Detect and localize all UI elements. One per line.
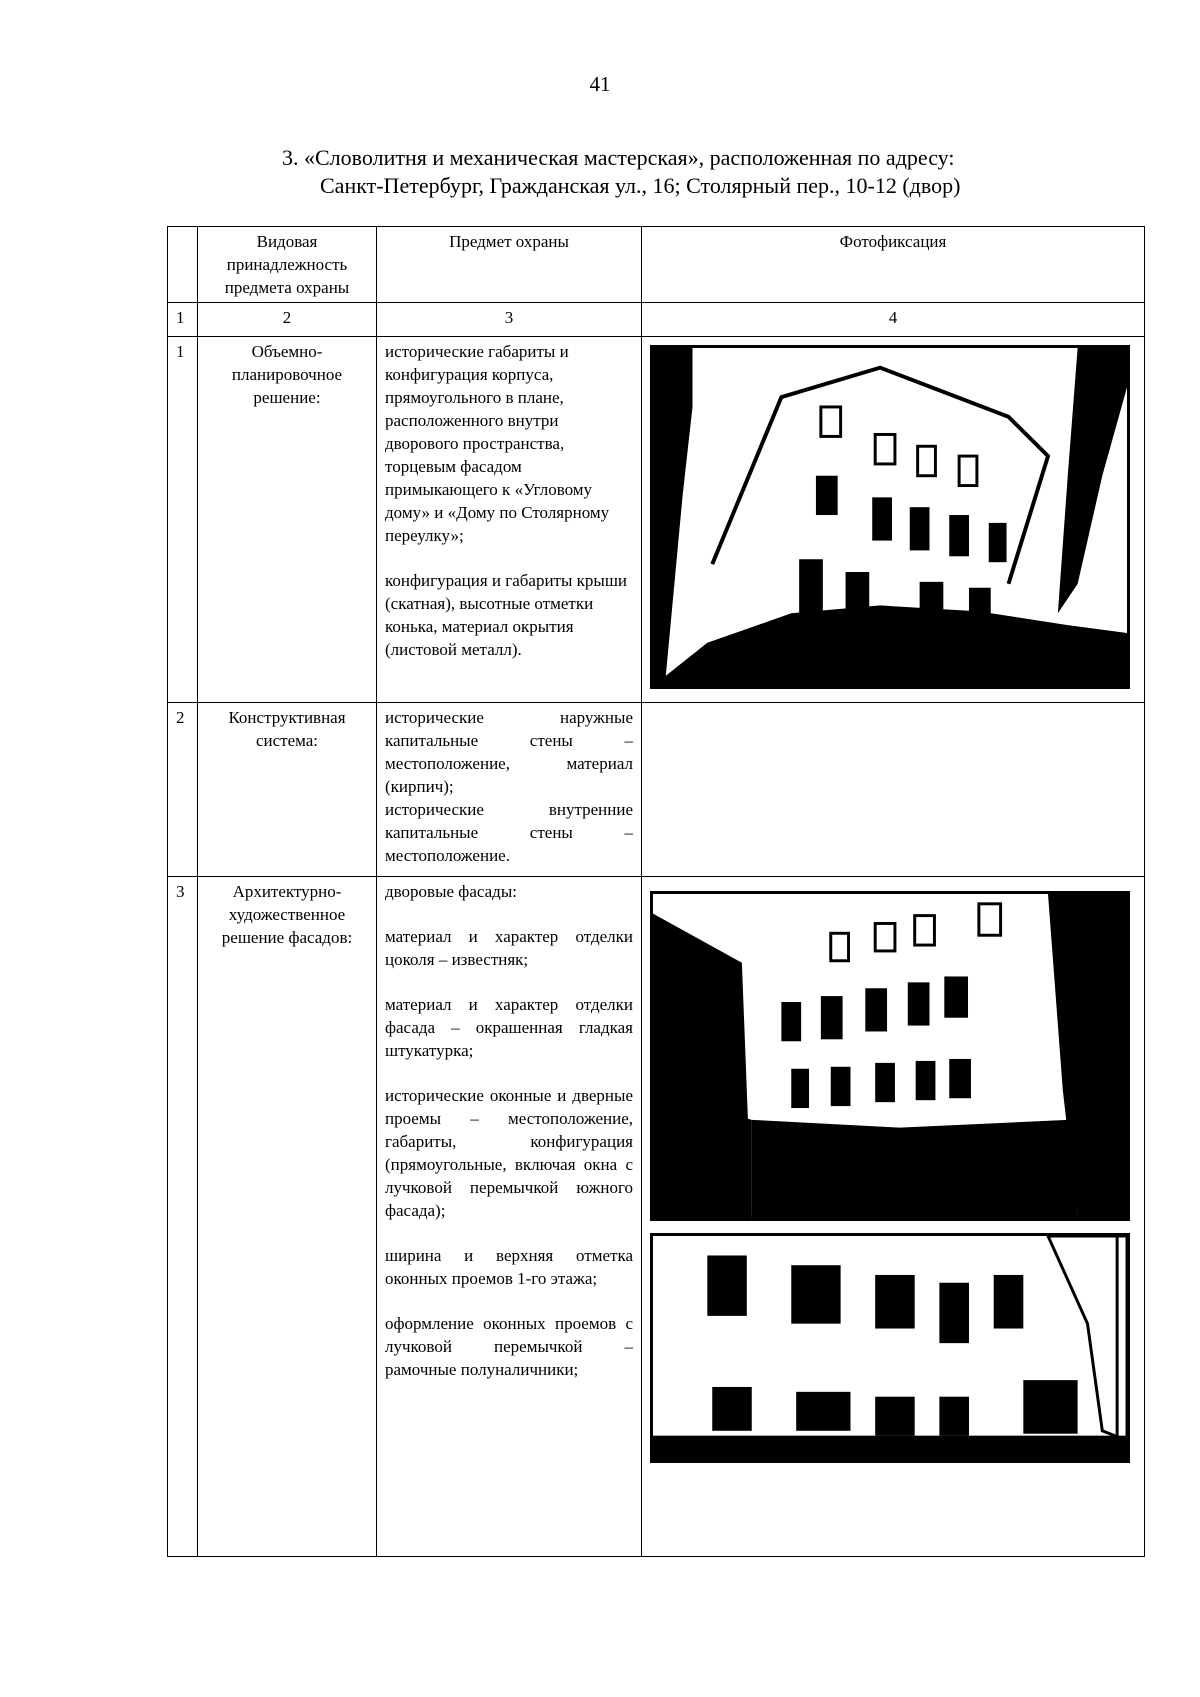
subject-item: исторические габариты и конфигурация корпуса, прямоугольного в плане, расположенного внутри дворового пространства, торцевым фасадом примыкающего к «Угловому дому» и «Дому по Столярному переулку»; — [385, 342, 610, 545]
heritage-table — [167, 226, 1145, 1557]
table-row — [168, 877, 1145, 1557]
header-cell-number — [168, 227, 198, 303]
subject-item: исторические наружные капитальные стены – местоположение, материал (кирпич); — [385, 708, 633, 796]
column-number: 2 — [198, 303, 377, 337]
column-number-row — [168, 303, 1145, 337]
header-cell-subject: Предмет охраны — [377, 227, 642, 303]
subject-item: материал и характер отделки фасада – окрашенная гладкая штукатурка; — [385, 995, 633, 1060]
building-photo-1 — [650, 345, 1130, 689]
photo-cell-empty — [642, 703, 1145, 877]
column-number: 3 — [377, 303, 642, 337]
header-cell-type: Видовая принадлежность предмета охраны — [198, 227, 377, 303]
subject-item: дворовые фасады: — [385, 882, 517, 901]
row-number: 2 — [168, 703, 198, 877]
heading-line-1: 3. «Словолитня и механическая мастерская», расположенная по адресу: — [282, 145, 955, 170]
row-subject — [377, 337, 642, 703]
photo-cell — [642, 337, 1145, 703]
row-type: Объемно-планировочное решение: — [198, 337, 377, 703]
row-type: Конструктивная система: — [198, 703, 377, 877]
subject-item: исторические оконные и дверные проемы – местоположение, габариты, конфигурация (прямоугольные, включая окна с лучковой перемычкой южного фасада); — [385, 1086, 633, 1220]
row-number: 3 — [168, 877, 198, 1557]
heading-line-2: Санкт-Петербург, Гражданская ул., 16; Столярный пер., 10-12 (двор) — [320, 173, 961, 198]
table-row — [168, 703, 1145, 877]
subject-item: оформление оконных проемов с лучковой перемычкой – рамочные полуналичники; — [385, 1314, 633, 1379]
page-number: 41 — [589, 72, 611, 96]
subject-item: ширина и верхняя отметка оконных проемов 1-го этажа; — [385, 1246, 633, 1288]
row-type: Архитектурно-художественное решение фасадов: — [198, 877, 377, 1557]
subject-item: материал и характер отделки цоколя – известняк; — [385, 927, 633, 969]
table-row — [168, 337, 1145, 703]
table-header-row — [168, 227, 1145, 303]
column-number: 4 — [642, 303, 1145, 337]
header-cell-photo: Фотофиксация — [642, 227, 1145, 303]
photo-cell — [642, 877, 1145, 1557]
subject-item: конфигурация и габариты крыши (скатная), высотные отметки конька, материал окрытия (листовой металл). — [385, 571, 628, 659]
row-number: 1 — [168, 337, 198, 703]
row-subject — [377, 877, 642, 1557]
building-photo-3 — [650, 1233, 1130, 1463]
building-photo-2 — [650, 891, 1130, 1221]
subject-item: исторические внутренние капитальные стены – местоположение. — [385, 800, 633, 865]
row-subject — [377, 703, 642, 877]
column-number: 1 — [168, 303, 198, 337]
section-heading — [282, 144, 1062, 200]
